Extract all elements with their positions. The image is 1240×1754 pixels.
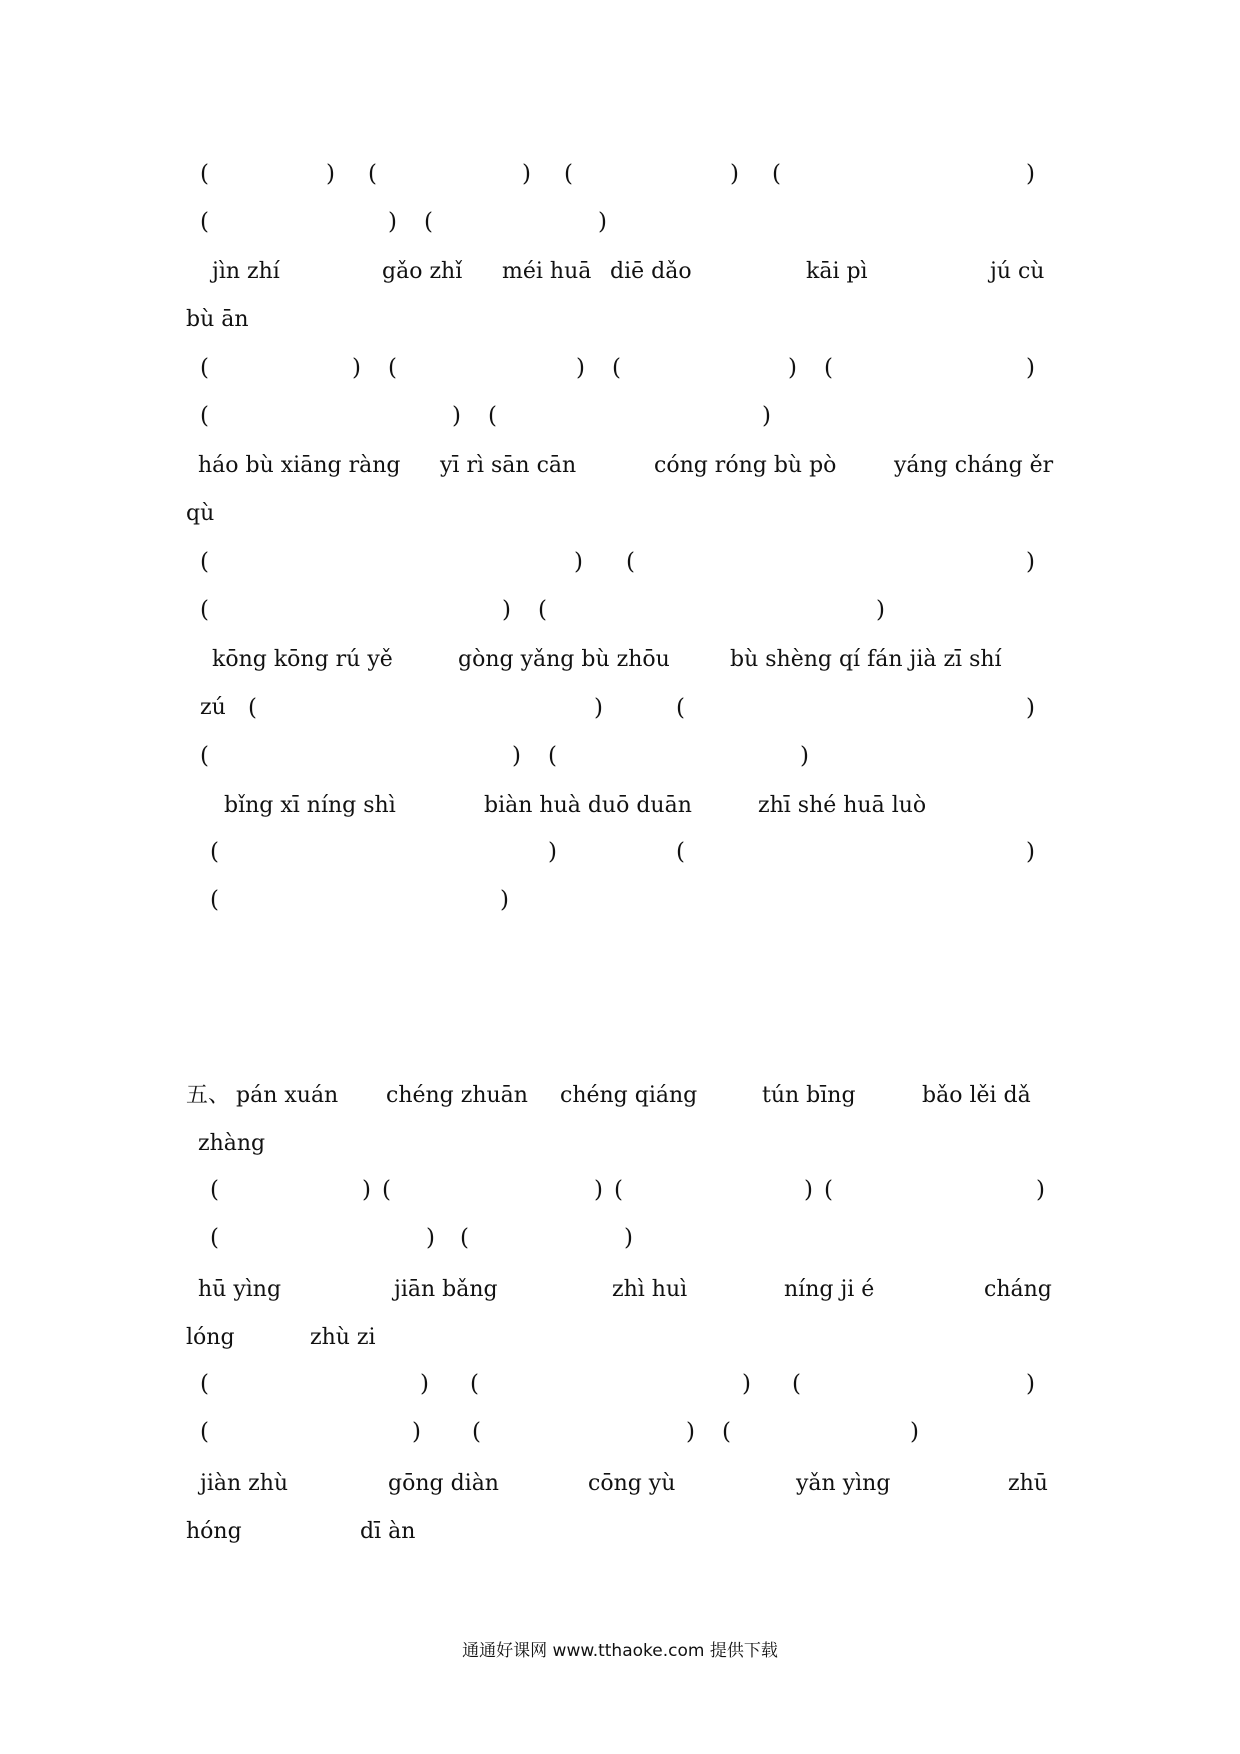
paren-open: (: [792, 1371, 801, 1397]
pinyin-word: bǎo lěi dǎ: [922, 1083, 1031, 1108]
pinyin-word: zhū: [1008, 1471, 1048, 1496]
pinyin-word: bǐng xī níng shì: [224, 793, 396, 818]
pinyin-word: cóng róng bù pò: [654, 453, 837, 478]
pinyin-word: yǎn yìng: [796, 1471, 891, 1496]
section-number: 五、: [186, 1083, 231, 1108]
paren-close: ): [788, 355, 797, 381]
pinyin-word: lóng: [186, 1325, 235, 1350]
paren-open: (: [200, 209, 209, 235]
paren-close: ): [548, 839, 557, 865]
paren-open: (: [824, 1177, 833, 1203]
paren-open: (: [548, 743, 557, 769]
paren-close: ): [512, 743, 521, 769]
paren-open: (: [200, 549, 209, 575]
paren-open: (: [614, 1177, 623, 1203]
pinyin-word: níng ji é: [784, 1277, 875, 1302]
pinyin-word: yáng cháng ěr: [894, 453, 1054, 478]
pinyin-word: yī rì sān cān: [440, 453, 577, 478]
pinyin-word: zhàng: [198, 1131, 266, 1156]
paren-close: ): [326, 161, 335, 187]
pinyin-word: jìn zhí: [212, 259, 280, 284]
paren-close: ): [876, 597, 885, 623]
pinyin-word: gǎo zhǐ: [382, 259, 463, 284]
paren-close: ): [598, 209, 607, 235]
pinyin-word: zhī shé huā luò: [758, 793, 927, 818]
paren-open: (: [470, 1371, 479, 1397]
pinyin-word: chéng qiáng: [560, 1083, 698, 1108]
page-footer: 通通好课网 www.tthaoke.com 提供下载: [462, 1641, 778, 1661]
paren-open: (: [200, 161, 209, 187]
pinyin-word: jiān bǎng: [394, 1277, 498, 1302]
paren-close: ): [388, 209, 397, 235]
paren-open: (: [772, 161, 781, 187]
paren-open: (: [248, 695, 257, 721]
paren-close: ): [1026, 549, 1035, 575]
pinyin-word: jiàn zhù: [200, 1471, 289, 1496]
paren-open: (: [488, 403, 497, 429]
pinyin-word: háo bù xiāng ràng: [198, 453, 401, 478]
paren-open: (: [210, 839, 219, 865]
paren-close: ): [686, 1419, 695, 1445]
pinyin-word: pán xuán: [236, 1083, 339, 1108]
paren-close: ): [1036, 1177, 1045, 1203]
paren-close: ): [502, 597, 511, 623]
pinyin-word: bù shèng qí fán jià zī shí: [730, 647, 1002, 672]
paren-open: (: [200, 355, 209, 381]
paren-open: (: [382, 1177, 391, 1203]
paren-close: ): [1026, 161, 1035, 187]
paren-open: (: [612, 355, 621, 381]
paren-open: (: [210, 1225, 219, 1251]
pinyin-word: zú: [200, 695, 226, 720]
pinyin-word: gòng yǎng bù zhōu: [458, 647, 670, 672]
paren-open: (: [460, 1225, 469, 1251]
paren-open: (: [824, 355, 833, 381]
paren-close: ): [426, 1225, 435, 1251]
paren-close: ): [352, 355, 361, 381]
paren-open: (: [200, 597, 209, 623]
paren-close: ): [522, 161, 531, 187]
paren-open: (: [200, 403, 209, 429]
paren-close: ): [594, 1177, 603, 1203]
paren-open: (: [676, 695, 685, 721]
paren-open: (: [722, 1419, 731, 1445]
paren-open: (: [424, 209, 433, 235]
pinyin-word: biàn huà duō duān: [484, 793, 692, 818]
pinyin-word: dī àn: [360, 1519, 416, 1544]
paren-close: ): [574, 549, 583, 575]
paren-close: ): [1026, 839, 1035, 865]
paren-close: ): [420, 1371, 429, 1397]
paren-close: ): [594, 695, 603, 721]
pinyin-word: cōng yù: [588, 1471, 676, 1496]
pinyin-word: diē dǎo: [610, 259, 692, 284]
pinyin-word: qù: [186, 501, 215, 526]
paren-open: (: [388, 355, 397, 381]
paren-open: (: [676, 839, 685, 865]
paren-close: ): [1026, 1371, 1035, 1397]
pinyin-word: méi huā: [502, 259, 592, 284]
paren-open: (: [200, 743, 209, 769]
pinyin-word: hū yìng: [198, 1277, 282, 1302]
paren-open: (: [210, 887, 219, 913]
paren-open: (: [200, 1371, 209, 1397]
pinyin-word: cháng: [984, 1277, 1052, 1302]
paren-close: ): [804, 1177, 813, 1203]
pinyin-word: gōng diàn: [388, 1471, 499, 1496]
paren-open: (: [626, 549, 635, 575]
paren-close: ): [1026, 355, 1035, 381]
pinyin-word: kāi pì: [806, 259, 868, 284]
pinyin-word: zhì huì: [612, 1277, 688, 1302]
pinyin-word: chéng zhuān: [386, 1083, 528, 1108]
pinyin-word: kōng kōng rú yě: [212, 647, 393, 672]
paren-close: ): [362, 1177, 371, 1203]
pinyin-word: hóng: [186, 1519, 242, 1544]
paren-open: (: [368, 161, 377, 187]
paren-close: ): [452, 403, 461, 429]
paren-close: ): [910, 1419, 919, 1445]
paren-close: ): [500, 887, 509, 913]
paren-close: ): [576, 355, 585, 381]
paren-close: ): [412, 1419, 421, 1445]
pinyin-word: jú cù: [990, 259, 1045, 284]
paren-close: ): [1026, 695, 1035, 721]
paren-open: (: [200, 1419, 209, 1445]
paren-close: ): [730, 161, 739, 187]
paren-open: (: [564, 161, 573, 187]
pinyin-word: tún bīng: [762, 1083, 856, 1108]
paren-close: ): [742, 1371, 751, 1397]
pinyin-word: zhù zi: [310, 1325, 376, 1350]
paren-close: ): [800, 743, 809, 769]
paren-close: ): [624, 1225, 633, 1251]
pinyin-word: bù ān: [186, 307, 249, 332]
paren-open: (: [472, 1419, 481, 1445]
paren-close: ): [762, 403, 771, 429]
paren-open: (: [210, 1177, 219, 1203]
paren-open: (: [538, 597, 547, 623]
